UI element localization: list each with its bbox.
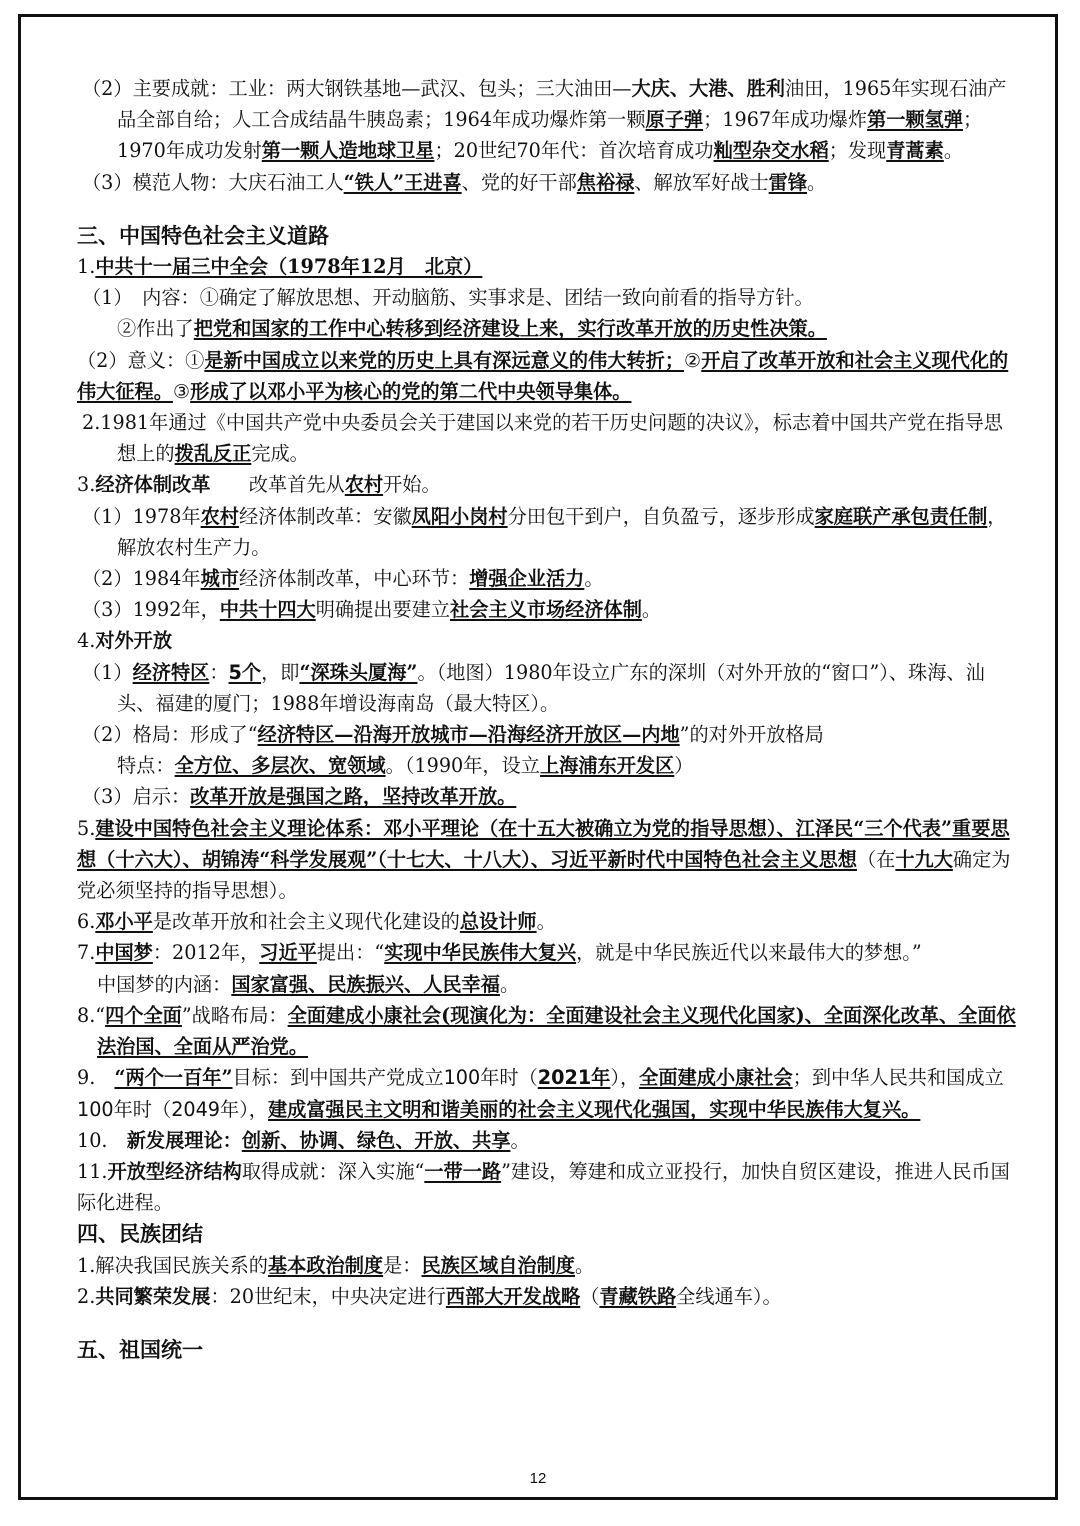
key-term: 经济特区 [132, 660, 210, 684]
text-span: ”的对外开放格局 [679, 723, 824, 747]
text-span: ：2012年， [152, 941, 260, 965]
key-term: 对外开放 [95, 629, 173, 653]
text-span: 经济体制改革，中心环节： [238, 567, 470, 591]
item-1-content [77, 282, 1017, 313]
item-10 [77, 1125, 1017, 1156]
key-term: 基本政治制度 [268, 1253, 384, 1277]
text-span: （在 [856, 847, 896, 871]
text-span: ，解放农村生产力。 [117, 504, 1007, 559]
text-span: 。（地图）1980年设立广东的深圳（对外开放的“窗口”）、珠海、汕头、福建的厦门；1988年增设海南岛（最大特区）。 [117, 660, 985, 715]
key-term: 年 [591, 1066, 611, 1090]
text-span: （ [580, 1284, 600, 1308]
item-3-urban [77, 563, 1017, 594]
key-term: 农村 [200, 504, 239, 528]
text-span: 油田，1965年实现石油产品全部自给；人工合成结晶牛胰岛素；1964年成功爆炸第一颗 [117, 77, 1007, 132]
text-span: 全线通车）。 [676, 1284, 782, 1308]
text-span: （2）1984年 [82, 567, 201, 591]
item-number: 9. [77, 1066, 115, 1090]
key-term: 青藏铁路 [599, 1284, 677, 1308]
item-4-sez [77, 657, 1017, 719]
section-heading-5: 五、祖国统一 [77, 1336, 203, 1362]
text-span: 。 [536, 910, 556, 934]
text-span: ；到中华人民共和国成立 [792, 1066, 1004, 1090]
ethnic-item-2 [77, 1281, 1017, 1312]
key-term: 十九大 [895, 847, 953, 871]
text-span: ②作出了 [117, 317, 194, 341]
item-5 [77, 813, 1017, 907]
key-term: 经济体制改革 [95, 473, 211, 497]
key-term: 新发展理论： [126, 1128, 242, 1152]
text-span: 完成。 [251, 442, 309, 466]
item-11 [77, 1156, 1017, 1218]
key-term: 开启了改革开放和社会主义现代化的伟大征程。 [77, 348, 1009, 403]
item-number: 5. [77, 816, 96, 840]
item-3-rural [77, 501, 1017, 563]
text-span: 年时（ [480, 1066, 538, 1090]
key-term: 2021 [537, 1066, 592, 1090]
item-4-features [77, 750, 1017, 781]
text-span: ；1967年成功爆炸 [703, 108, 868, 132]
key-term: 雷锋 [768, 170, 808, 194]
key-term: 邓小平 [95, 910, 153, 934]
section-heading-3: 三、中国特色社会主义道路 [77, 222, 329, 248]
section-heading-4: 四、民族团结 [77, 1221, 203, 1247]
key-term: 上海浦东开发区 [539, 754, 675, 778]
key-term: 创新、协调、绿色、开放、共享 [241, 1128, 511, 1152]
text-span: 经济体制改革：安徽 [238, 504, 412, 528]
text-span: 、解放军好战士 [634, 170, 769, 194]
item-number: 4. [77, 629, 96, 653]
text-span: 8.“ [77, 1003, 106, 1027]
text-span: 2.1981年通过《中国共产党中央委员会关于建国以来党的若干历史问题的决议》，标志着中国共产党在指导思想上的 [82, 411, 1003, 466]
text-span: （1） 内容：①确定了解放思想、开动脑筋、实事求是、团结一致向前看的指导方针。 [82, 286, 814, 310]
item-7-meaning [77, 969, 1017, 1000]
item-1 [77, 251, 1017, 282]
key-term: 建设中国特色社会主义理论体系：邓小平理论（在十五大被确立为党的指导思想）、江泽民“三个代表”重要思想（十六大）、胡锦涛“科学发展观”（十七大、十八大）、习近平新时代中国特色社会主义思想 [77, 816, 1010, 871]
key-term: 民族区域自治制度 [421, 1253, 575, 1277]
text-span: ；1970年成功发射 [117, 108, 983, 163]
key-term: 大庆、大港、胜利 [631, 77, 785, 100]
text-span: 分田包干到户，自负盈亏，逐步形成 [507, 504, 815, 528]
spacer [77, 1312, 1017, 1334]
item-number: 10. [77, 1128, 127, 1152]
text-span: 。（1990年，设立 [385, 754, 540, 778]
text-span: 特点： [117, 754, 175, 778]
key-term: 共同繁荣发展 [95, 1284, 211, 1308]
key-term: 中共十一届三中全会（1978年12月 北京） [95, 255, 483, 279]
text-span: 。 [499, 972, 520, 996]
text-span: ”战略布局： [181, 1003, 288, 1027]
item-number: 1. [77, 255, 96, 279]
key-term: 青蒿素 [886, 139, 944, 163]
page-number: 12 [529, 1470, 547, 1487]
spacer [77, 198, 1017, 220]
model-figures-paragraph [77, 167, 1017, 198]
key-term: 焦裕禄 [576, 170, 635, 194]
text-span: （2）主要成就：工业：两大钢铁基地—武汉、包头；三大油田— [82, 77, 632, 100]
text-span: ② [684, 348, 702, 372]
key-term: 西部大开发战略 [445, 1284, 581, 1308]
text-span: 1.解决我国民族关系的 [77, 1253, 268, 1277]
key-term: 经济特区—沿海开放城市—沿海经济开放区—内地 [257, 723, 680, 747]
item-9 [77, 1062, 1017, 1124]
text-span: 明确提出要建立 [315, 598, 451, 622]
text-span: ；20世纪70年代：首次培育成功 [434, 139, 714, 163]
text-span: ③ [172, 379, 191, 403]
key-term: 原子弹 [645, 108, 704, 132]
key-term: 增强企业活力 [469, 567, 585, 591]
text-span: （3）1992年， [82, 598, 220, 622]
key-term: 中国梦 [95, 941, 153, 965]
page-content [77, 73, 1017, 1365]
text-span: 。 [510, 1128, 530, 1152]
text-span: （3）启示： [82, 785, 191, 809]
text-span: （3）模范人物：大庆石油工人 [82, 170, 344, 194]
text-span: 。 [584, 567, 604, 591]
text-span: （1）1978年 [82, 504, 201, 528]
number-span: 100 [443, 1066, 481, 1090]
text-span: 改革首先从 [210, 473, 345, 497]
item-number: 2. [77, 1284, 96, 1308]
key-term: 拨乱反正 [174, 442, 252, 466]
item-number: 7. [77, 941, 96, 965]
text-span: 年时（ [113, 1097, 172, 1121]
text-span: （2）意义：① [77, 348, 205, 372]
key-term: 四个全面 [105, 1003, 182, 1027]
text-span: 取得成就：深入实施“ [241, 1159, 425, 1183]
text-span: ： [209, 660, 229, 684]
key-term: 全面建成小康社会(现演化为：全面建设社会主义现代化国家)、全面深化改革、全面依法治国、全面从严治党。 [97, 1003, 1016, 1059]
text-span: ，就是中华民族近代以来最伟大的梦想。” [576, 941, 922, 965]
key-term: 5个 [228, 660, 262, 684]
item-6 [77, 906, 1017, 937]
text-span: 提出：“ [316, 941, 385, 965]
key-term: 中共十四大 [219, 598, 316, 622]
key-term: “两个一百年” [114, 1066, 233, 1090]
item-7 [77, 937, 1017, 968]
text-span: 是改革开放和社会主义现代化建设的 [152, 910, 460, 934]
text-span: （2）格局：形成了“ [82, 723, 258, 747]
number-span: 100 [77, 1097, 114, 1121]
text-span: 。 [575, 1253, 595, 1277]
item-8 [77, 1000, 1017, 1062]
key-term: 习近平 [259, 941, 317, 965]
item-3 [77, 469, 1017, 500]
text-span: 、党的好干部 [461, 170, 577, 194]
key-term: 一带一路 [424, 1159, 502, 1183]
key-term: 凤阳小岗村 [411, 504, 508, 528]
key-term: 实现中华民族伟大复兴 [384, 941, 577, 965]
key-term: 全方位、多层次、宽领域 [174, 754, 386, 778]
key-term: “铁人”王进喜 [343, 170, 462, 194]
text-span: 开始。 [383, 473, 441, 497]
key-term: 第一颗人造地球卫星 [261, 139, 435, 163]
key-term: 农村 [344, 473, 384, 497]
text-span: ；发现 [828, 139, 887, 163]
text-span: （1） [82, 660, 133, 684]
key-term: 把党和国家的工作中心转移到经济建设上来，实行改革开放的历史性决策。 [193, 317, 827, 341]
key-term: 城市 [200, 567, 239, 591]
item-number: 3. [77, 473, 96, 497]
achievements-paragraph [77, 73, 1017, 167]
text-span: 。 [807, 170, 827, 194]
key-term: 建成富强民主文明和谐美丽的社会主义现代化强国，实现中华民族伟大复兴。 [268, 1097, 921, 1121]
key-term: 开放型经济结构 [107, 1159, 242, 1183]
key-term: 社会主义市场经济体制 [450, 598, 642, 622]
item-1-decision [77, 313, 1017, 344]
item-3-market [77, 594, 1017, 625]
text-span: 。 [943, 139, 963, 163]
item-2 [77, 407, 1017, 469]
document-page [18, 14, 1058, 1500]
text-span: ：20世纪末，中央决定进行 [210, 1284, 446, 1308]
key-term: 全面建成小康社会 [639, 1066, 793, 1090]
text-span: 年）， [220, 1097, 268, 1121]
text-span: ，即 [261, 660, 300, 684]
key-term: 家庭联产承包责任制 [814, 504, 988, 528]
text-span: ）， [610, 1066, 640, 1090]
key-term: 总设计师 [459, 910, 537, 934]
item-4-pattern [77, 719, 1017, 750]
key-term: 是新中国成立以来党的历史上具有深远意义的伟大转折； [204, 348, 685, 372]
key-term: 国家富强、民族振兴、人民幸福 [231, 972, 500, 996]
text-span: ”建设，筹建和成立亚投行，加快自贸区建设，推进人民币国际化进程。 [77, 1159, 1010, 1215]
item-4 [77, 625, 1017, 656]
item-4-lesson [77, 781, 1017, 812]
ethnic-item-1 [77, 1250, 1017, 1281]
key-term: “深珠头厦海” [299, 660, 418, 684]
number-span: 2049 [171, 1097, 221, 1121]
key-term: 第一颗氢弹 [867, 108, 963, 132]
text-span: ） [674, 754, 694, 778]
key-term: 形成了以邓小平为核心的党的第二代中央领导集体。 [190, 379, 632, 403]
item-number: 11. [77, 1159, 108, 1183]
text-span: 是： [383, 1253, 422, 1277]
text-span: 目标：到中国共产党成立 [232, 1066, 444, 1090]
key-term: 改革开放是强国之路，坚持改革开放。 [190, 785, 517, 809]
item-1-significance [77, 345, 1017, 407]
key-term: 籼型杂交水稻 [713, 139, 829, 163]
item-number: 6. [77, 910, 96, 934]
text-span: 确定为党必须坚持的指导思想）。 [77, 847, 1011, 903]
text-span: 。 [641, 598, 662, 622]
text-span: 中国梦的内涵： [97, 972, 232, 996]
